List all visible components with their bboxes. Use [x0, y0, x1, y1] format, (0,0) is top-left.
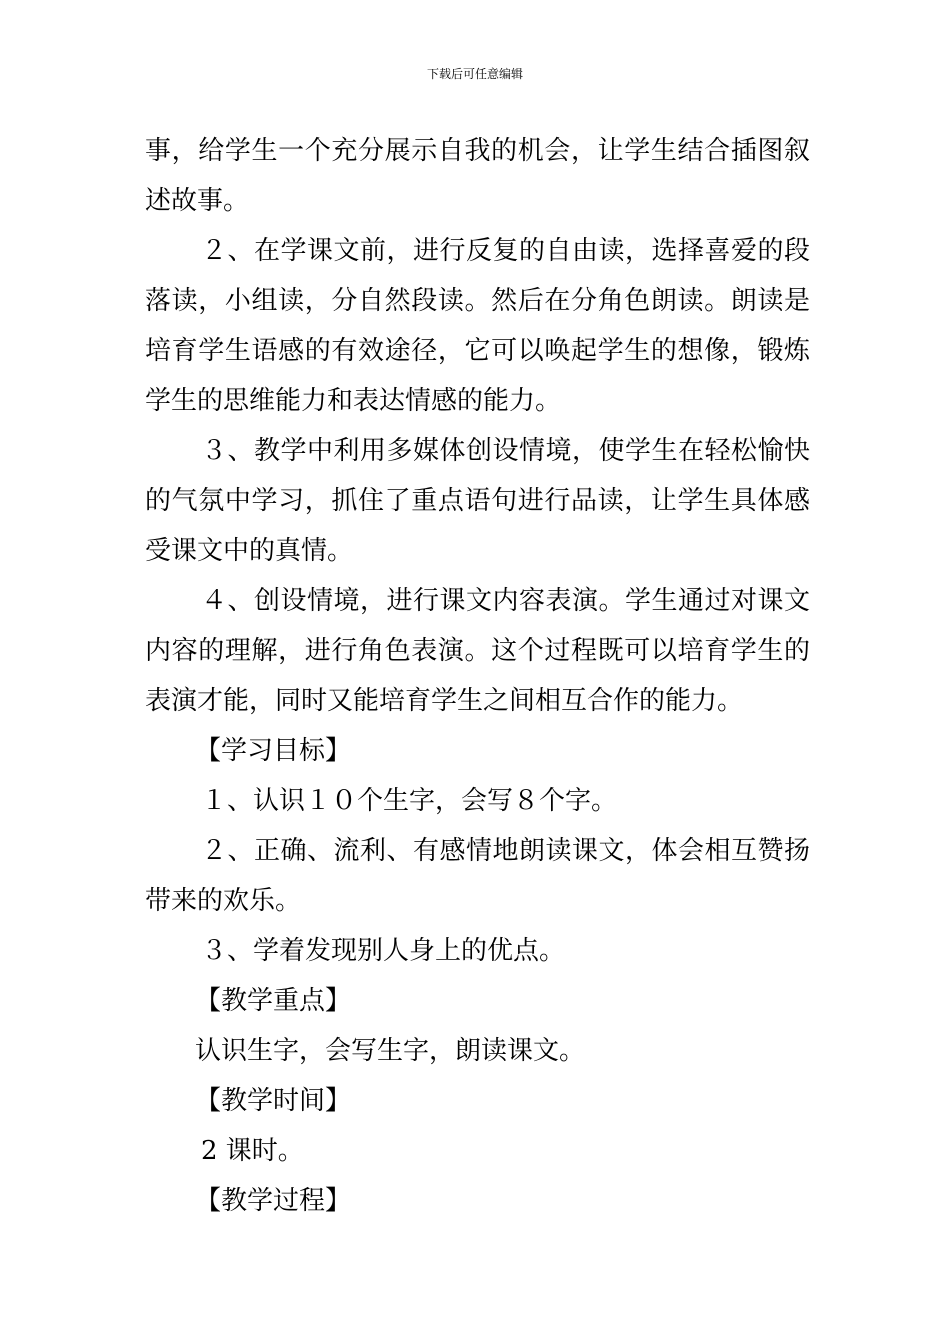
paragraph-method-3: ３、教学中利用多媒体创设情境，使学生在轻松愉快的气氛中学习，抓住了重点语句进行品读，让学生具体感受课文中的真情。 — [145, 436, 810, 566]
section-heading-learning-goals: 【学习目标】 — [195, 736, 352, 766]
section-heading-teaching-process: 【教学过程】 — [195, 1186, 352, 1216]
paragraph-story-opportunity: 事，给学生一个充分展示自我的机会，让学生结合插图叙述故事。 — [145, 136, 810, 216]
teaching-focus-text: 认识生字，会写生字，朗读课文。 — [195, 1036, 586, 1066]
goal-item-3: ３、学着发现别人身上的优点。 — [201, 936, 566, 966]
paragraph-method-2: ２、在学课文前，进行反复的自由读，选择喜爱的段落读，小组读，分自然段读。然后在分角色朗读。朗读是培育学生语感的有效途径，它可以唤起学生的想像，锻炼学生的思维能力和表达情感的能力。 — [145, 236, 810, 416]
document-body — [145, 126, 810, 1226]
page-header: 下载后可任意编辑 — [426, 67, 523, 81]
teaching-time-text: 2 课时。 — [201, 1136, 304, 1166]
section-heading-teaching-time: 【教学时间】 — [195, 1086, 352, 1116]
goal-item-1: １、认识１０个生字，会写８个字。 — [201, 786, 618, 816]
goal-item-2: ２、正确、流利、有感情地朗读课文，体会相互赞扬带来的欢乐。 — [145, 836, 810, 916]
paragraph-method-4: ４、创设情境，进行课文内容表演。学生通过对课文内容的理解，进行角色表演。这个过程既可以培育学生的表演才能，同时又能培育学生之间相互合作的能力。 — [145, 586, 810, 716]
section-heading-teaching-focus: 【教学重点】 — [195, 986, 352, 1016]
